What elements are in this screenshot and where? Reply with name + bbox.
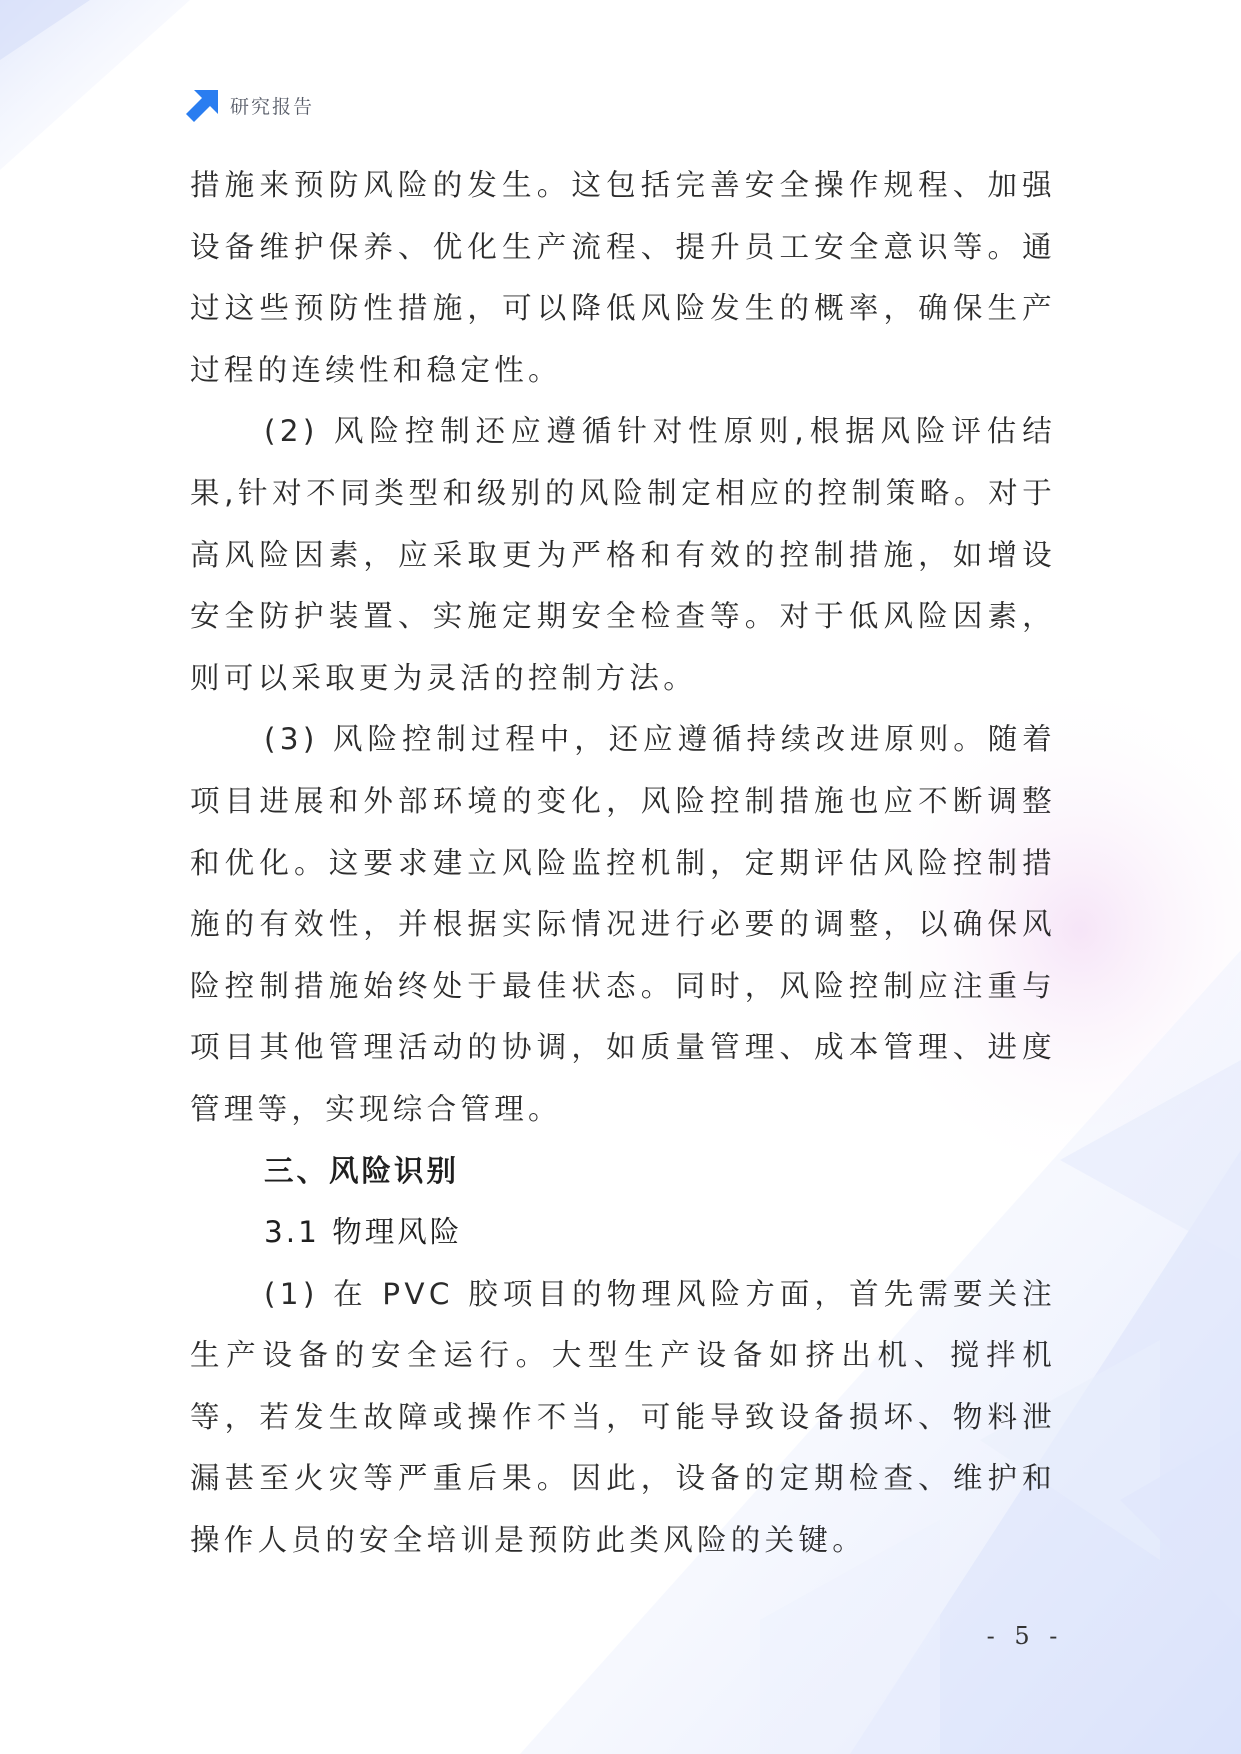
page-number: - 5 - [986,1622,1064,1650]
document-body [190,155,1056,1572]
arrow-up-right-logo-icon [186,88,220,122]
header-title: 研究报告 [230,95,315,118]
section-paragraph: (1) 在 PVC 胶项目的物理风险方面，首先需要关注生产设备的安全运行。大型生产设备如挤出机、搅拌机等，若发生故障或操作不当，可能导致设备损坏、物料泄漏甚至火灾等严重后果。因此，设备的定期检查、维护和操作人员的安全培训是预防此类风险的关键。 [190,1276,1056,1558]
report-header [186,88,314,122]
paragraph-3: (3) 风险控制过程中，还应遵循持续改进原则。随着项目进展和外部环境的变化，风险控制措施也应不断调整和优化。这要求建立风险监控机制，定期评估风险控制措施的有效性，并根据实际情况进行必要的调整，以确保风险控制措施始终处于最佳状态。同时，风险控制应注重与项目其他管理活动的协调，如质量管理、成本管理、进度管理等，实现综合管理。 [190,722,1056,1126]
paragraph-continued: 措施来预防风险的发生。这包括完善安全操作规程、加强设备维护保养、优化生产流程、提升员工安全意识等。通过这些预防性措施，可以降低风险发生的概率，确保生产过程的连续性和稳定性。 [190,168,1056,387]
subsection-heading: 3.1 物理风险 [264,1215,463,1250]
paragraph-2: (2) 风险控制还应遵循针对性原则,根据风险评估结果,针对不同类型和级别的风险制定相应的控制策略。对于高风险因素，应采取更为严格和有效的控制措施，如增设安全防护装置、实施定期安全检查等。对于低风险因素，则可以采取更为灵活的控制方法。 [190,414,1056,695]
section-heading: 三、风险识别 [264,1153,460,1188]
